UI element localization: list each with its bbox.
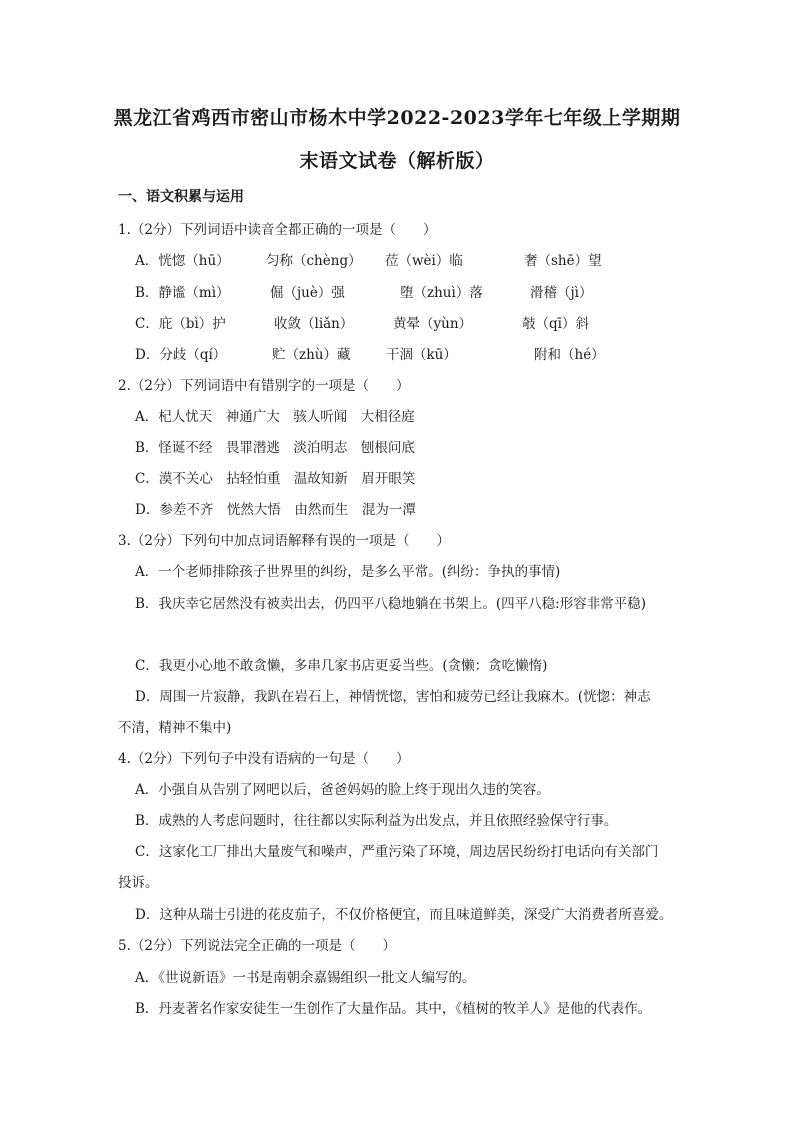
q3-option-a: A．一个老师排除孩子世界里的纠纷，是多么平常。(纠纷：争执的事情) <box>135 564 561 580</box>
q2-option-b: B．怪诞不经 畏罪潜逃 淡泊明志 刨根问底 <box>135 440 415 456</box>
q1-option-a-word-1: A．恍惚（hū） <box>135 253 230 269</box>
question-1-stem: 1.（2分）下列词语中读音全都正确的一项是（ ） <box>118 222 437 238</box>
exam-title-line-2: 末语文试卷（解析版） <box>299 150 495 172</box>
q3-option-d: D．周围一片寂静，我趴在岩石上，神情恍惚，害怕和疲劳已经让我麻木。(恍惚：神志 <box>135 689 651 705</box>
q1-option-c-word-3: 黄晕（yùn） <box>393 316 473 332</box>
q1-option-d-word-3: 干涸（kū） <box>386 347 457 363</box>
q1-option-d-word-2: 贮（zhù）藏 <box>272 347 351 363</box>
q1-option-b-word-2: 倔（juè）强 <box>270 285 345 301</box>
q3-option-d-continuation: 不清，精神不集中) <box>118 720 232 736</box>
q4-option-c: C．这家化工厂排出大量废气和噪声，严重污染了环境，周边居民纷纷打电话向有关部门 <box>135 844 659 860</box>
q1-option-a-word-3: 莅（wèi）临 <box>385 253 463 269</box>
q1-option-c-word-4: 攲（qī）斜 <box>522 316 589 332</box>
q5-option-a: A．《世说新语》一书是南朝余嘉锡组织一批文人编写的。 <box>135 970 476 986</box>
question-3-stem: 3.（2分）下列句中加点词语解释有误的一项是（ ） <box>118 533 450 549</box>
exam-title-line-1: 黑龙江省鸡西市密山市杨木中学2022-2023学年七年级上学期期 <box>113 107 681 129</box>
q1-option-b-word-3: 堕（zhuì）落 <box>400 285 483 301</box>
question-2-stem: 2.（2分）下列词语中有错别字的一项是（ ） <box>118 378 410 394</box>
q5-option-b: B．丹麦著名作家安徒生一生创作了大量作品。其中，《植树的牧羊人》是他的代表作。 <box>135 1001 652 1017</box>
question-5-stem: 5.（2分）下列说法完全正确的一项是（ ） <box>118 938 396 954</box>
q1-option-a-word-2: 匀称（chèng） <box>266 253 362 269</box>
q4-option-c-continuation: 投诉。 <box>118 875 159 891</box>
q1-option-c-word-1: C．庇（bì）护 <box>135 316 226 332</box>
question-4-stem: 4.（2分）下列句子中没有语病的一句是（ ） <box>118 751 410 767</box>
q4-option-d: D．这种从瑞士引进的花皮茄子，不仅价格便宜，而且味道鲜美，深受广大消费者所喜爱。 <box>135 907 673 923</box>
q2-option-d: D．参差不齐 恍然大悟 由然而生 混为一潭 <box>135 502 416 518</box>
q1-option-a-word-4: 奢（shē）望 <box>524 253 602 269</box>
q1-option-d-word-1: D．分歧（qí） <box>135 347 227 363</box>
q4-option-b: B．成熟的人考虑问题时，往往都以实际利益为出发点，并且依照经验保守行事。 <box>135 813 618 829</box>
q1-option-b-word-4: 滑稽（jì） <box>530 285 593 301</box>
q1-option-b-word-1: B．静谧（mì） <box>135 285 230 301</box>
q4-option-a: A．小强自从告别了网吧以后，爸爸妈妈的脸上终于现出久违的笑容。 <box>135 782 550 798</box>
q3-option-c: C．我更小心地不敢贪懒，多串几家书店更妥当些。(贪懒：贪吃懒惰) <box>135 658 548 674</box>
q1-option-d-word-4: 附和（hé） <box>534 347 605 363</box>
q1-option-c-word-2: 收敛（liǎn） <box>274 316 354 332</box>
section-heading: 一、语文积累与运用 <box>118 189 244 205</box>
q2-option-c: C．漠不关心 拈轻怕重 温故知新 眉开眼笑 <box>135 471 416 487</box>
q3-option-b: B．我庆幸它居然没有被卖出去，仍四平八稳地躺在书架上。(四平八稳:形容非常平稳) <box>135 596 647 612</box>
q2-option-a: A．杞人忧天 神通广大 骇人听闻 大相径庭 <box>135 409 415 425</box>
